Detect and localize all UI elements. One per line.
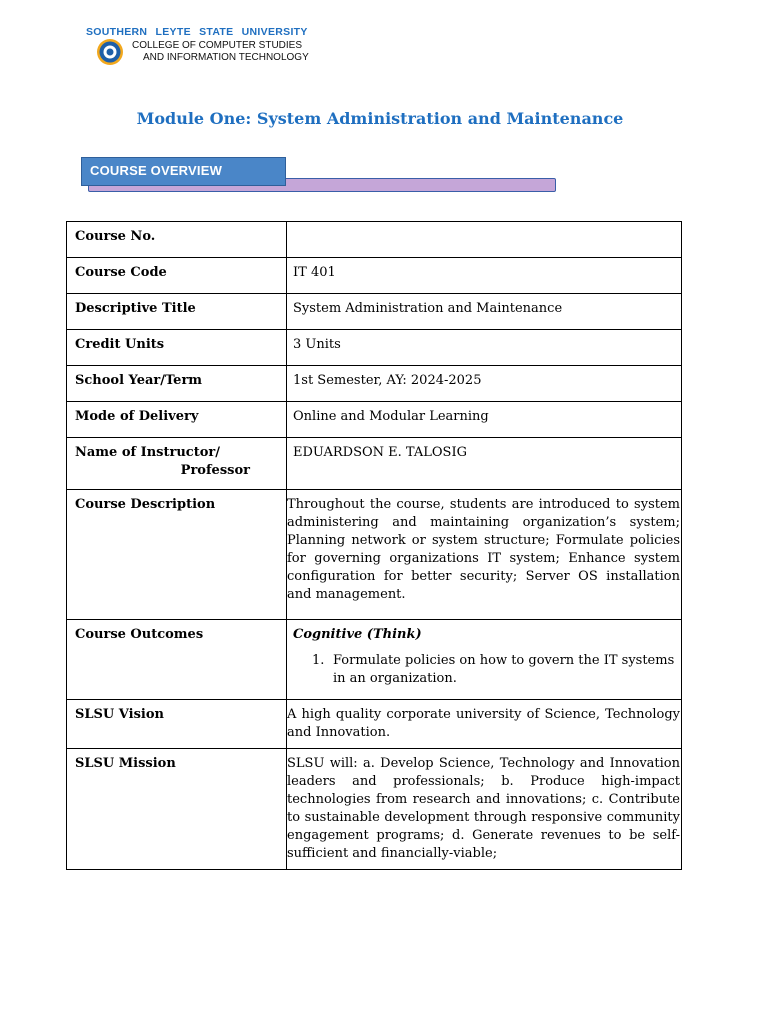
row-label: Mode of Delivery (67, 402, 287, 438)
row-value: 1st Semester, AY: 2024-2025 (287, 366, 682, 402)
vision-text: A high quality corporate university of Science, Technology and Innovation. (287, 700, 682, 749)
table-row (67, 438, 682, 490)
college-line-2: AND INFORMATION TECHNOLOGY (143, 52, 309, 63)
row-value (287, 222, 682, 258)
table-row (67, 402, 682, 438)
table-row (67, 366, 682, 402)
module-title: Module One: System Administration and Maintenance (136, 109, 624, 128)
instructor-label-line-1: Name of Instructor/ (75, 445, 220, 460)
row-label: Course Code (67, 258, 287, 294)
row-value: Online and Modular Learning (287, 402, 682, 438)
list-item (293, 652, 680, 688)
course-overview-table (66, 221, 682, 870)
college-line-1: COLLEGE OF COMPUTER STUDIES (132, 40, 303, 51)
row-label (67, 438, 287, 490)
table-row (67, 330, 682, 366)
college-name (132, 40, 309, 64)
row-label: Course Description (67, 490, 287, 620)
row-label: SLSU Vision (67, 700, 287, 749)
college-logo-icon (96, 38, 124, 66)
course-outcomes-cell (287, 620, 682, 700)
table-row (67, 222, 682, 258)
course-description-text: Throughout the course, students are introduced to system administering and maintaining organization’s system; Planning network or system structure; Formulate policies for governing organizations IT system; Enhance system configuration for better security; Server OS installation and management. (287, 490, 682, 620)
table-row (67, 294, 682, 330)
table-row (67, 749, 682, 870)
row-label: Credit Units (67, 330, 287, 366)
row-value: EDUARDSON E. TALOSIG (287, 438, 682, 490)
row-label: Course No. (67, 222, 287, 258)
outcome-text: Formulate policies on how to govern the IT systems in an organization. (333, 653, 675, 686)
college-row (96, 38, 356, 66)
row-label: Descriptive Title (67, 294, 287, 330)
university-name: SOUTHERN LEYTE STATE UNIVERSITY (86, 26, 308, 38)
table-row (67, 490, 682, 620)
table-row (67, 258, 682, 294)
table-row (67, 620, 682, 700)
table-row (67, 700, 682, 749)
row-value: 3 Units (287, 330, 682, 366)
section-label: COURSE OVERVIEW (90, 163, 223, 178)
row-label: School Year/Term (67, 366, 287, 402)
row-value: System Administration and Maintenance (287, 294, 682, 330)
row-label: Course Outcomes (67, 620, 287, 700)
outcome-number: 1. (312, 653, 325, 668)
outcomes-heading: Cognitive (Think) (293, 627, 422, 642)
row-value: IT 401 (287, 258, 682, 294)
university-header (86, 26, 309, 63)
instructor-label-line-2: Professor (180, 463, 250, 478)
row-label: SLSU Mission (67, 749, 287, 870)
mission-text: SLSU will: a. Develop Science, Technology and Innovation leaders and professionals; b. Produce high-impact technologies from research and innovations; c. Contribute to sustainable development through responsive community engagement programs; d. Generate revenues to be self-sufficient and financially-viable; (287, 749, 682, 870)
